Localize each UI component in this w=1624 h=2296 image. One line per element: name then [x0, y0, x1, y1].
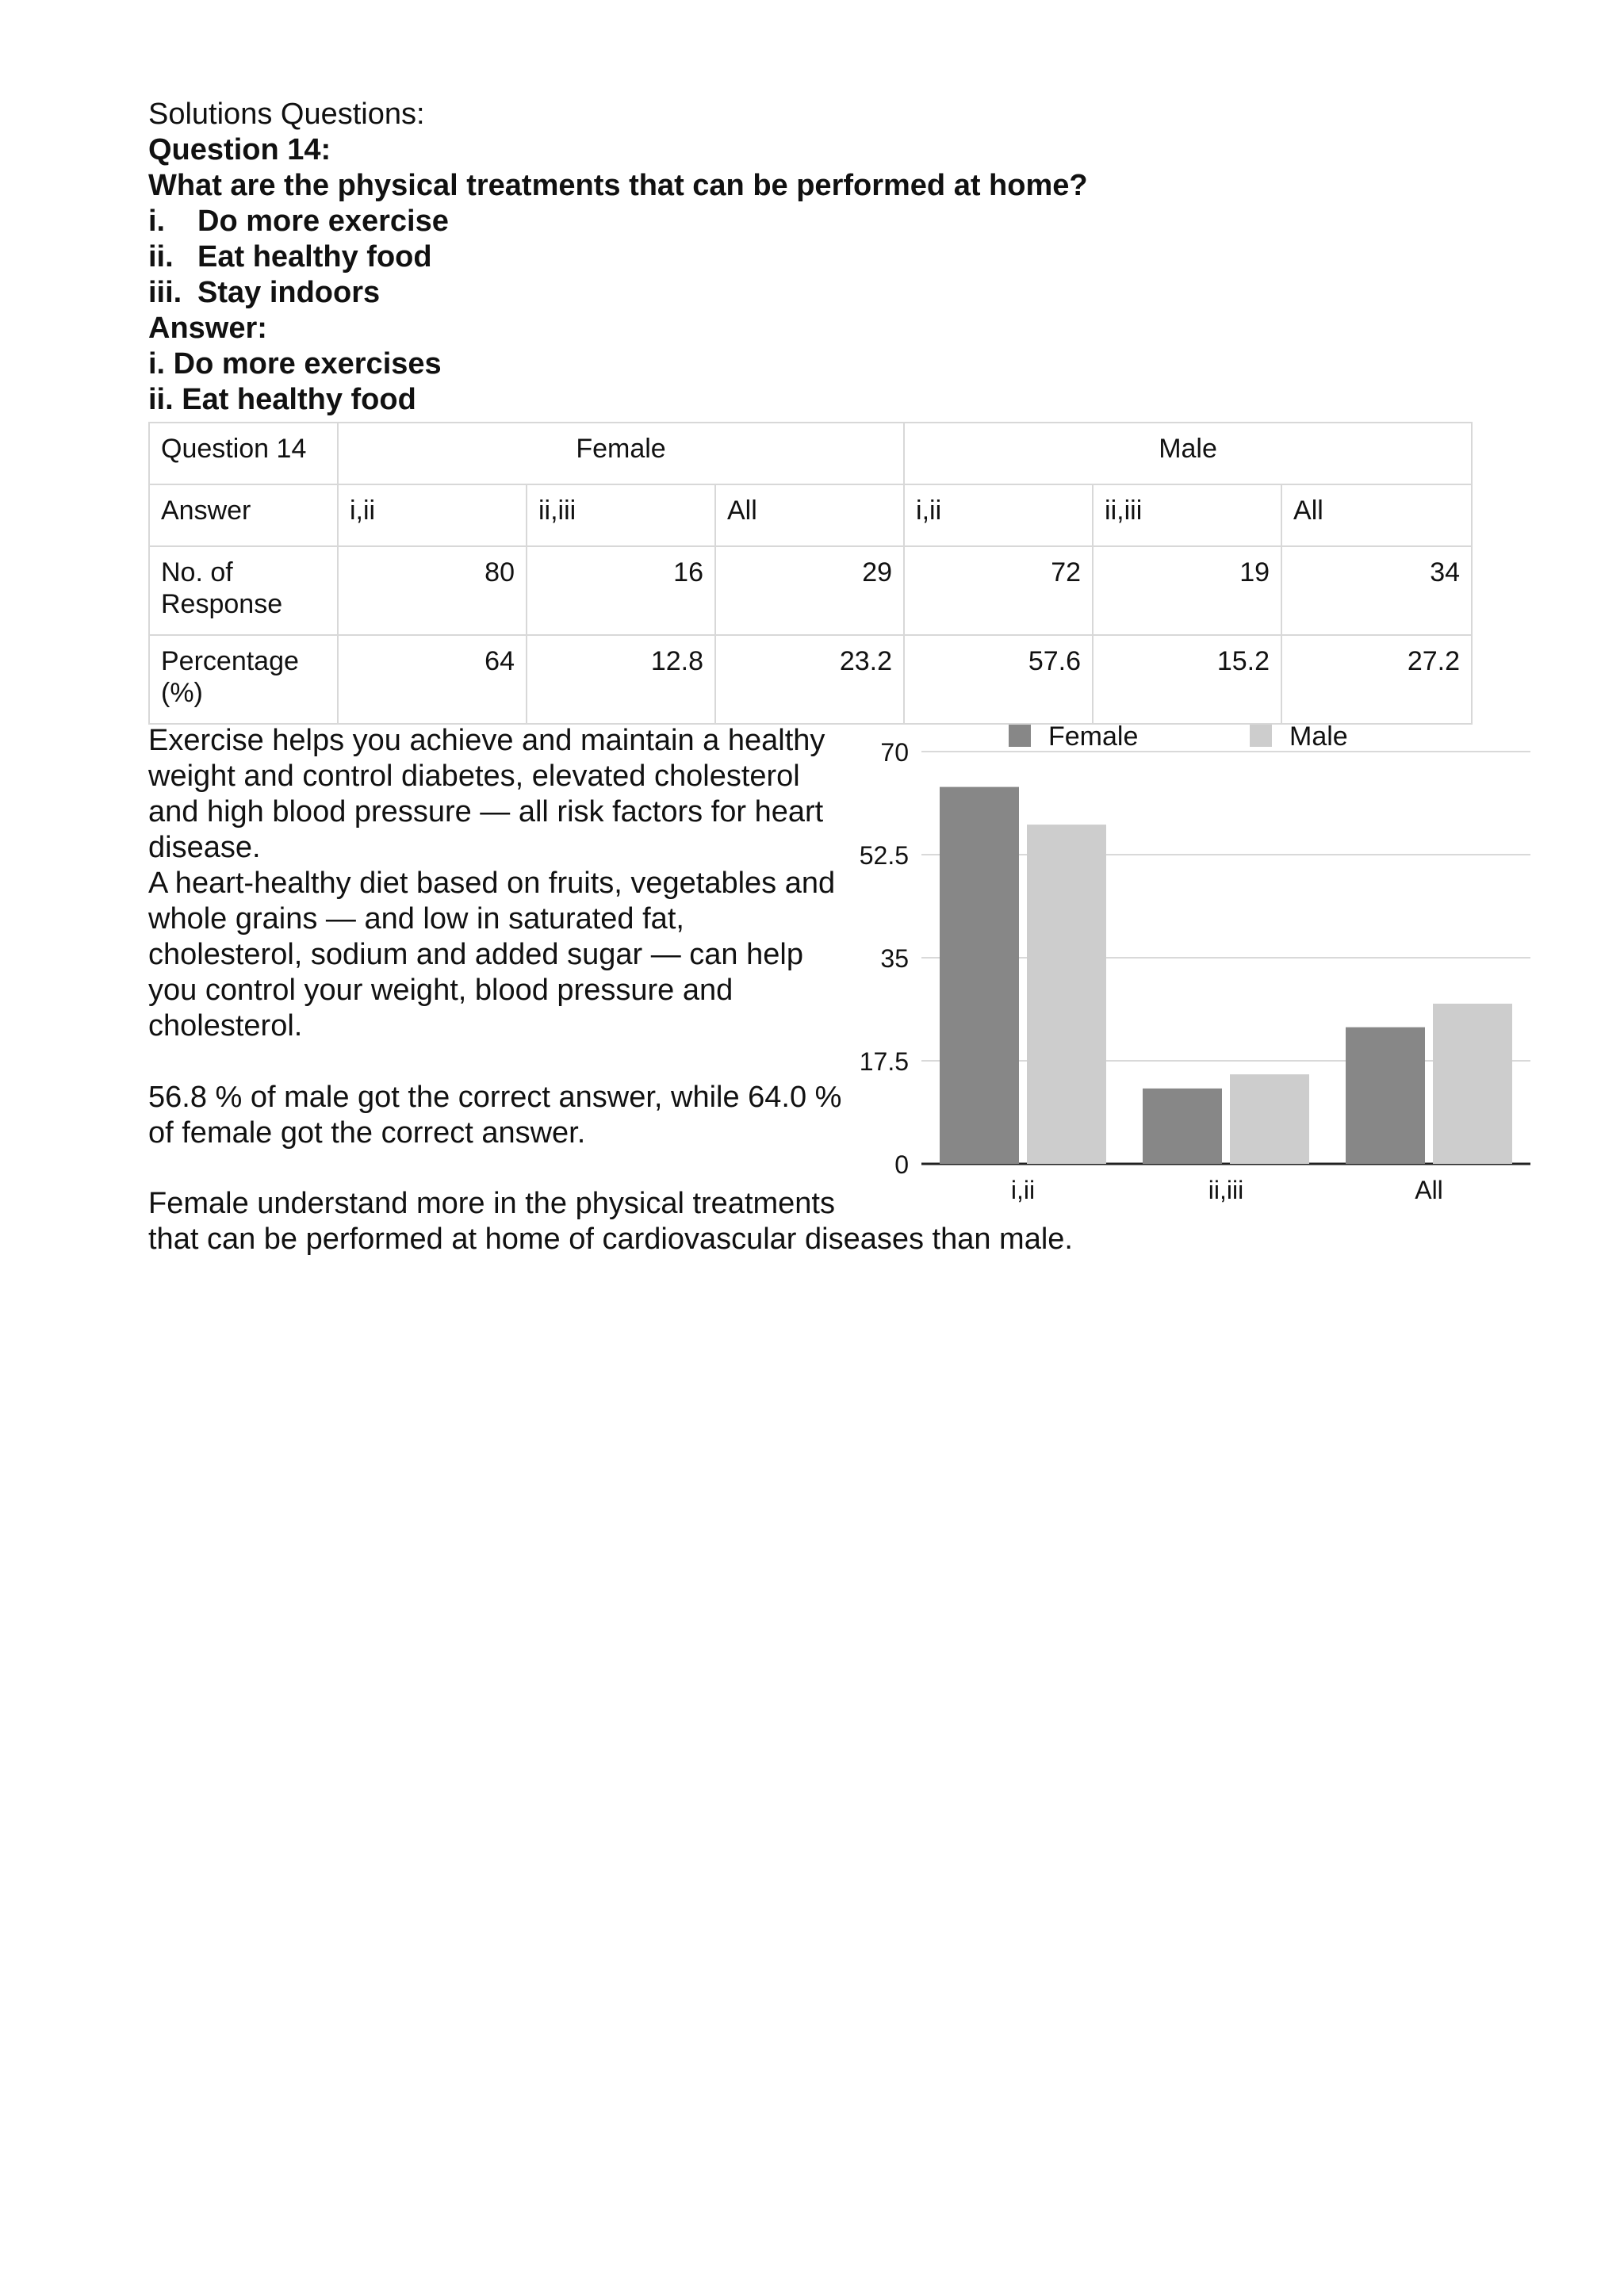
result-paragraph: 56.8 % of male got the correct answer, while 64.0 % of female got the correct answer.: [148, 1081, 842, 1150]
table-cell: 72: [904, 546, 1093, 635]
table-row: [149, 635, 1472, 724]
table-cell: All: [1281, 484, 1472, 546]
solutions-label: Solutions Questions:: [148, 98, 425, 131]
y-tick-label: 17.5: [859, 1047, 909, 1076]
question-number: Question 14:: [148, 133, 331, 166]
bar-male: [1433, 1004, 1512, 1164]
bar-female: [1346, 1027, 1425, 1164]
table-cell: 16: [527, 546, 715, 635]
table-row: [149, 484, 1472, 546]
results-table: [148, 422, 1473, 725]
table-cell: i,ii: [904, 484, 1093, 546]
bar-chart: [825, 714, 1538, 1221]
legend-label: Male: [1289, 721, 1348, 752]
y-tick-label: 52.5: [859, 841, 909, 870]
option-text: Eat healthy food: [197, 240, 432, 274]
answer-label: Answer:: [148, 312, 267, 345]
exercise-paragraph: Exercise helps you achieve and maintain a healthy weight and control diabetes, elevated cholesterol and high blood pressure — all risk factors for heart disease.: [148, 724, 825, 864]
table-cell: 23.2: [715, 635, 904, 724]
x-tick-label: i,ii: [1010, 1176, 1036, 1204]
diet-paragraph: A heart-healthy diet based on fruits, vegetables and whole grains — and low in saturated fat, cholesterol, sodium and added sugar — can help you control your weight, blood pressure and cholesterol.: [148, 867, 836, 1043]
table-cell: All: [715, 484, 904, 546]
option-item: [148, 275, 1338, 311]
bar-chart-svg: [825, 714, 1538, 1221]
row-label: Answer: [149, 484, 338, 546]
question-text: What are the physical treatments that can be performed at home?: [148, 169, 1088, 202]
legend-swatch: [1009, 725, 1031, 747]
option-text: Do more exercise: [197, 205, 449, 238]
option-number: ii.: [148, 240, 174, 274]
answer-item: i. Do more exercises: [148, 347, 442, 381]
option-item: [148, 239, 1338, 275]
bar-male: [1027, 825, 1106, 1164]
option-number: i.: [148, 205, 166, 238]
y-tick-label: 0: [894, 1150, 909, 1179]
group-header-male: Male: [904, 423, 1472, 484]
table-row: [149, 423, 1472, 484]
y-tick-label: 70: [880, 738, 909, 767]
table-cell: 19: [1093, 546, 1281, 635]
table-corner: Question 14: [149, 423, 338, 484]
x-tick-label: ii,iii: [1208, 1176, 1244, 1204]
table-cell: 12.8: [527, 635, 715, 724]
row-label: No. of Response: [149, 546, 338, 635]
answer-item: ii. Eat healthy food: [148, 383, 416, 416]
x-tick-label: All: [1415, 1176, 1443, 1204]
legend-swatch: [1250, 725, 1272, 747]
question-header: [148, 97, 1338, 418]
conclusion-line: Female understand more in the physical treatments: [148, 1187, 835, 1220]
table-row: [149, 546, 1472, 635]
table-cell: i,ii: [338, 484, 527, 546]
bar-female: [940, 787, 1019, 1164]
row-label: Percentage (%): [149, 635, 338, 724]
table-cell: 80: [338, 546, 527, 635]
table-cell: ii,iii: [527, 484, 715, 546]
body-text: [148, 723, 846, 1151]
table-cell: 29: [715, 546, 904, 635]
table-cell: 27.2: [1281, 635, 1472, 724]
conclusion-line: that can be performed at home of cardiovascular diseases than male.: [148, 1223, 1073, 1256]
bar-male: [1230, 1074, 1309, 1164]
table-cell: 64: [338, 635, 527, 724]
bar-female: [1143, 1089, 1222, 1164]
option-text: Stay indoors: [197, 276, 381, 309]
option-item: [148, 204, 1338, 239]
legend-label: Female: [1048, 721, 1139, 752]
table-cell: 15.2: [1093, 635, 1281, 724]
table-cell: 57.6: [904, 635, 1093, 724]
y-tick-label: 35: [880, 944, 909, 973]
group-header-female: Female: [338, 423, 904, 484]
table-cell: 34: [1281, 546, 1472, 635]
table-cell: ii,iii: [1093, 484, 1281, 546]
option-number: iii.: [148, 276, 182, 309]
